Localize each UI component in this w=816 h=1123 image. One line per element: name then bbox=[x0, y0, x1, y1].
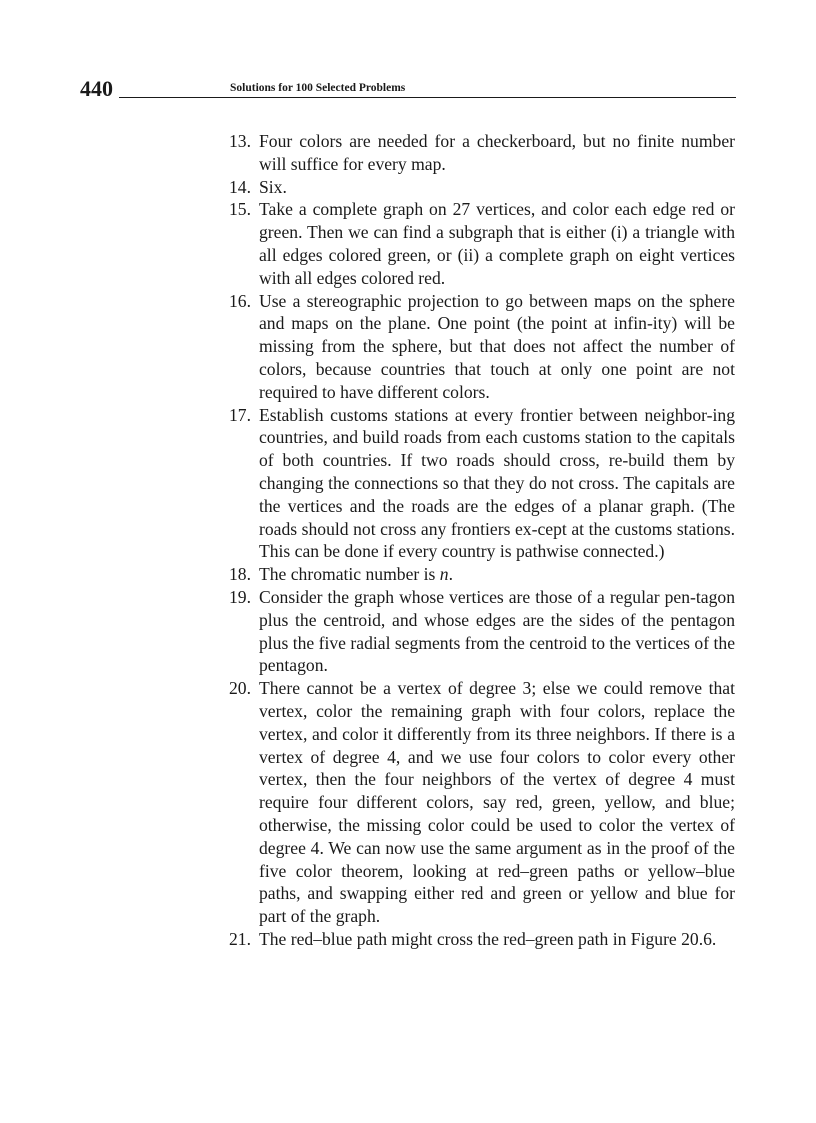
page-header bbox=[80, 78, 736, 100]
solution-19 bbox=[229, 586, 735, 677]
solution-text: Six. bbox=[259, 176, 287, 197]
solution-text: Use a stereographic projection to go between maps on the sphere and maps on the plane. One point (the point at infin-ity) will be missing from the sphere, but that does not affect the number of colors, because countries that touch at only one point are not required to have different colors. bbox=[259, 290, 735, 402]
solution-16 bbox=[229, 290, 735, 404]
solution-20 bbox=[229, 677, 735, 928]
solution-number: 16. bbox=[229, 290, 251, 311]
solutions-list bbox=[229, 130, 735, 951]
solution-text-prefix: The chromatic number is bbox=[259, 564, 440, 585]
solution-14 bbox=[229, 176, 735, 199]
solution-number: 19. bbox=[229, 586, 251, 607]
solution-17 bbox=[229, 404, 735, 564]
solution-text: Establish customs stations at every frontier between neighbor-ing countries, and build roads from each customs station to the capitals of both countries. If two roads should cross, re-build them by changing the connections so that they do not cross. The capitals are the vertices and the roads are the edges of a planar graph. (The roads should not cross any frontiers ex-cept at the customs stations. This can be done if every country is pathwise connected.) bbox=[259, 404, 735, 562]
solution-number: 13. bbox=[229, 131, 251, 151]
solution-number: 15. bbox=[229, 199, 251, 220]
solution-text bbox=[259, 563, 735, 586]
solution-number: 14. bbox=[229, 176, 251, 197]
solution-number: 20. bbox=[229, 678, 251, 699]
solution-text: Consider the graph whose vertices are those of a regular pen-tagon plus the centroid, and whose edges are the sides of the pentagon plus the five radial segments from the centroid to the vertices of the pentagon. bbox=[259, 586, 735, 676]
solution-21 bbox=[229, 928, 735, 951]
solution-number: 17. bbox=[229, 404, 251, 425]
solution-text-suffix: . bbox=[448, 564, 453, 585]
solution-13 bbox=[229, 130, 735, 176]
header-rule bbox=[80, 97, 736, 98]
solution-text: Four colors are needed for a checkerboard, but no finite number will suffice for every map. bbox=[259, 131, 735, 174]
math-variable-n: n bbox=[439, 564, 449, 585]
solution-text: Take a complete graph on 27 vertices, and color each edge red or green. Then we can find a subgraph that is either (i) a triangle with all edges colored green, or (ii) a complete graph on eight vertices with all edges colored red. bbox=[259, 199, 735, 288]
solution-text: The red–blue path might cross the red–green path in Figure 20.6. bbox=[259, 928, 717, 949]
solution-18 bbox=[229, 563, 735, 586]
page-number: 440 bbox=[80, 78, 119, 100]
solution-number: 21. bbox=[229, 928, 251, 949]
solution-number: 18. bbox=[229, 564, 251, 585]
solution-text: There cannot be a vertex of degree 3; else we could remove that vertex, color the remaining graph with four colors, replace the vertex, and color it differently from its three neighbors. If there is a vertex of degree 4, and we use four colors to color every other vertex, then the four neighbors of the vertex of degree 4 must require four different colors, say red, green, yellow, and blue; otherwise, the missing color could be used to color the vertex of degree 4. We can now use the same argument as in the proof of the five color theorem, looking at red–green paths or yellow–blue paths, and swapping either red and green or yellow and blue for part of the graph. bbox=[259, 678, 735, 927]
solution-15 bbox=[229, 198, 735, 289]
running-title: Solutions for 100 Selected Problems bbox=[230, 81, 411, 95]
